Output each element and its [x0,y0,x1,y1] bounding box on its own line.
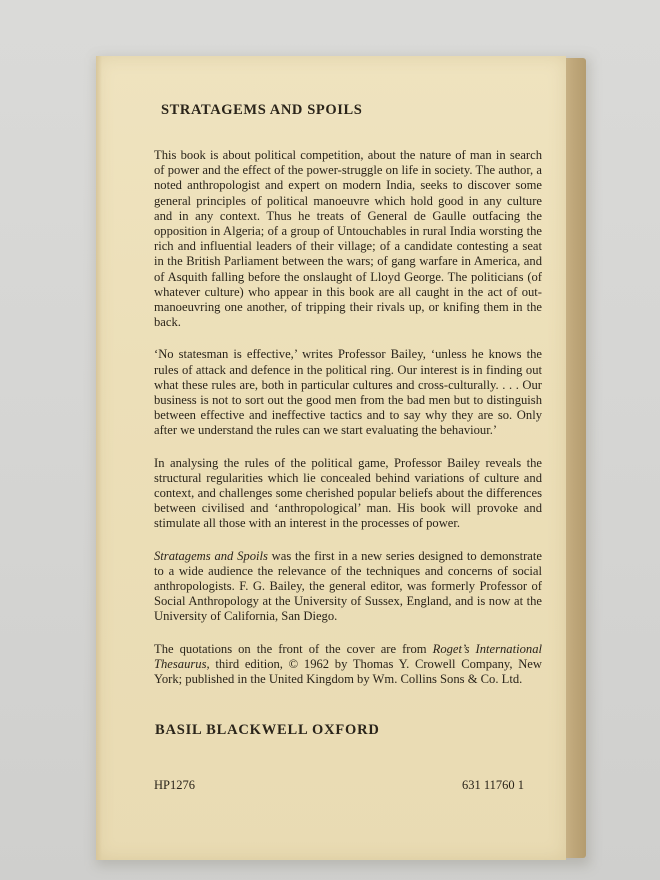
thesaurus-title: Roget’s International Thesaurus, [154,641,542,671]
blurb-paragraph-4 [154,549,542,625]
publisher-name: BASIL BLACKWELL OXFORD [155,722,380,738]
blurb-paragraph-1: This book is about political competition, about the nature of man in search of power and the effect of the power-struggle on life in society. The author, a noted anthropologist and expert on modern India, seeks to discover some general principles of political manoeuvre which hold good in any culture and in any context. Thus he treats of General de Gaulle outfacing the opposition in Algeria; of a group of Untouchables in rural India worsting the rich and influential leaders of their village; of a candidate contesting a seat in the British Parliament between the wars; of gang warfare in America, and of Asquith falling before the onslaught of Lloyd George. The politicians (of whatever culture) who appear in this book are all caught in the act of out-manoeuvring one another, of tripping their rivals up, or knifing them in the back. [154,148,542,330]
catalog-code: HP1276 [154,778,195,792]
blurb-paragraph-3: In analysing the rules of the political game, Professor Bailey reveals the structural regularities which lie concealed behind variations of culture and context, and challenges some cherished popular beliefs about the differences between civilised and ‘anthropological’ man. His book will provoke and stimulate all those with an interest in the processes of power. [154,455,542,531]
blurb-paragraph-2: ‘No statesman is effective,’ writes Professor Bailey, ‘unless he knows the rules of attack and defence in the political ring. Our interest is in finding out what these rules are, both in particular cultures and cross-culturally. . . . Our business is not to sort out the good men from the bad men but to distinguish between effective and ineffective tactics and to say why they are so. Only after we understand the rules can we start evaluating the behaviour.’ [154,347,542,438]
blurb-paragraph-4-text: was the first in a new series designed to demonstrate to a wide audience the relevance of the techniques and concerns of social anthropologists. F. G. Bailey, the general editor, was formerly Professor of Social Anthropology at the University of Sussex, England, and is now at the University of California, San Diego. [154,548,542,624]
back-cover-content [96,56,566,860]
quotation-note [154,642,542,688]
cover-edge-shading [96,56,102,860]
quotation-note-start: The quotations on the front of the cover are from [154,641,433,656]
quotation-note-rest: third edition, © 1962 by Thomas Y. Crowell Company, New York; published in the United Kingdom by Wm. Collins Sons & Co. Ltd. [154,656,542,687]
book-title: STRATAGEMS AND SPOILS [161,102,363,118]
series-title: Stratagems and Spoils [154,548,268,563]
isbn-number: 631 11760 1 [462,778,525,792]
back-cover [96,56,566,860]
blurb [154,148,542,704]
